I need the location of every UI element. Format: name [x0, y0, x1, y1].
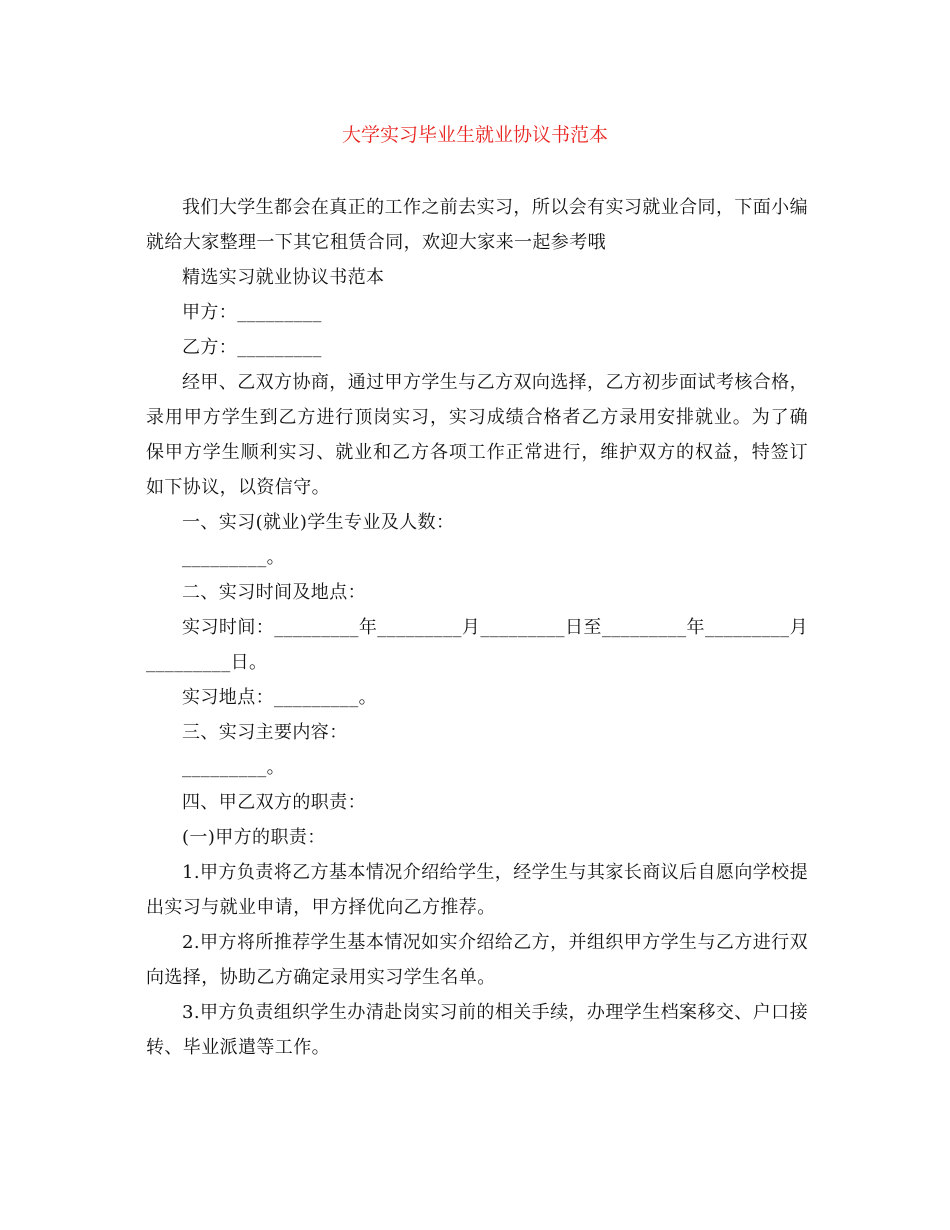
internship-time-line: 实习时间：_________年_________月_________日至_________年_________月_________日。 — [146, 617, 808, 673]
duty-item-2: 2.甲方将所推荐学生基本情况如实介绍给乙方，并组织甲方学生与乙方进行双向选择，协助乙方确定录用实习学生名单。 — [146, 932, 808, 988]
party-a-duties-heading: (一)甲方的职责： — [182, 827, 326, 848]
duty-item-3: 3.甲方负责组织学生办清赴岗实习前的相关手续，办理学生档案移交、户口接转、毕业派遣等工作。 — [146, 1002, 808, 1058]
intro-paragraph: 我们大学生都会在真正的工作之前去实习，所以会有实习就业合同，下面小编就给大家整理一下其它租赁合同，欢迎大家来一起参考哦 — [146, 197, 808, 253]
clause-1-blank: _________。 — [182, 547, 285, 568]
clause-1-heading: 一、实习(就业)学生专业及人数： — [182, 512, 455, 533]
internship-location-line: 实习地点：_________。 — [182, 687, 377, 708]
clause-2-heading: 二、实习时间及地点： — [182, 582, 366, 603]
document-title: 大学实习毕业生就业协议书范本 — [341, 124, 608, 146]
party-a-line: 甲方：_________ — [182, 302, 322, 323]
document-body — [146, 190, 808, 1065]
agreement-preamble: 经甲、乙双方协商，通过甲方学生与乙方双向选择，乙方初步面试考核合格，录用甲方学生到乙方进行顶岗实习，实习成绩合格者乙方录用安排就业。为了确保甲方学生顺利实习、就业和乙方各项工作正常进行，维护双方的权益，特签订如下协议，以资信守。 — [146, 372, 808, 498]
clause-3-blank: _________。 — [182, 757, 285, 778]
clause-4-heading: 四、甲乙双方的职责： — [182, 792, 366, 813]
duty-item-1: 1.甲方负责将乙方基本情况介绍给学生，经学生与其家长商议后自愿向学校提出实习与就业申请，甲方择优向乙方推荐。 — [146, 862, 808, 918]
section-heading: 精选实习就业协议书范本 — [182, 267, 385, 288]
clause-3-heading: 三、实习主要内容： — [182, 722, 348, 743]
party-b-line: 乙方：_________ — [182, 337, 322, 358]
